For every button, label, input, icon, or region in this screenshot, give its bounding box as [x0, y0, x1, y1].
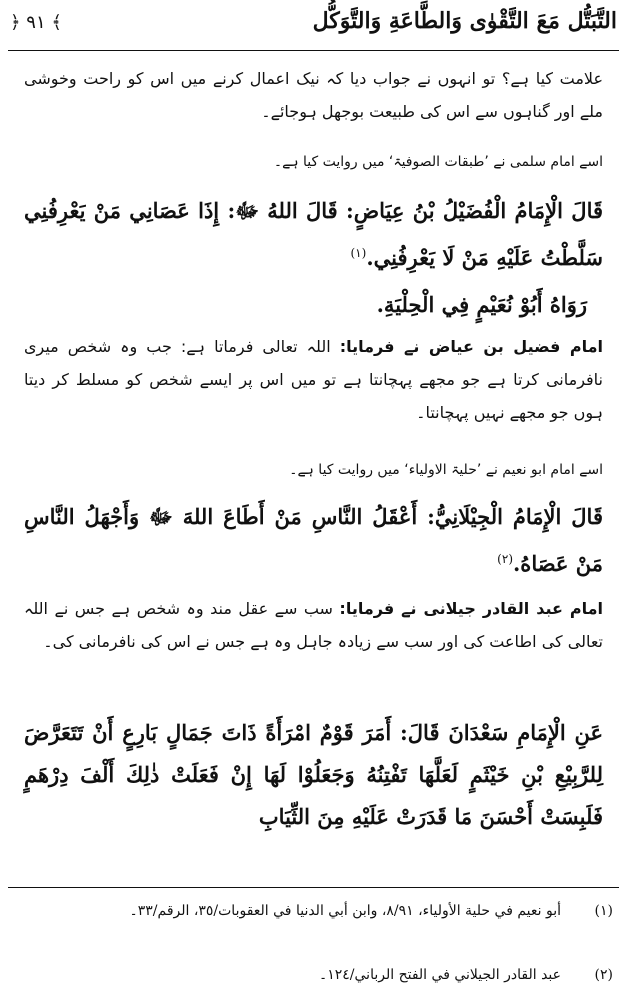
arabic-quote-1: [24, 190, 603, 279]
arabic-quote-2-text: أَعْقَلُ النَّاسِ مَنْ أَطَاعَ اللهَ ﷻ وَأَجْهَلُ النَّاسِ مَنْ عَصَاهُ.: [24, 504, 603, 576]
arabic-quote-2: [24, 496, 603, 585]
footnote-2-text: عبد القادر الجيلاني في الفتح الرباني/١٢٤۔: [319, 967, 561, 983]
urdu-paragraph-1: علامت کیا ہے؟ تو انہوں نے جواب دیا کہ نیک اعمال کرنے میں اس کو راحت وخوشی ملے اور گناہوں سے اس کی طبیعت بوجھل ہوجائے۔: [24, 69, 603, 121]
footnote-2: [14, 960, 613, 990]
urdu-translation-2-text: سب سے عقل مند وہ شخص ہے جس نے اللہ تعالی کی اطاعت کی اور سب سے زیادہ جاہل وہ ہے جس نے اس کی نافرمانی کی۔: [24, 599, 603, 651]
arabic-quote-3-text: أَمَرَ قَوْمٌ امْرَأَةً ذَاتَ جَمَالٍ بَارِعٍ أَنْ تَتَعَرَّضَ لِلرَّبِيْعِ بْنِ خَيْثَمٍ لَعَلَّهَا تَفْتِنُهُ وَجَعَلُوْا لَهَا إِنْ فَعَلَتْ ذٰلِكَ أَلْفَ دِرْهَمٍ فَلَبِسَتْ أَحْسَنَ مَا قَدَرَتْ عَلَيْهِ مِنَ الثِّيَابِ: [24, 720, 603, 829]
urdu-citation-2: اسے امام ابو نعیم نے ’حلیۃ الاولیاء‘ میں روایت کیا ہے۔: [289, 462, 603, 478]
arabic-quote-3: [24, 712, 603, 838]
footnote-marker-1: (١): [350, 246, 367, 260]
arabic-quote-1-speaker: قَالَ الْإِمَامُ الْفُضَيْلُ بْنُ عِيَاضٍ:: [346, 198, 604, 223]
arabic-quote-2-speaker: قَالَ الْإِمَامُ الْجِيْلَانِيُّ:: [427, 504, 603, 529]
footnote-2-number: (٢): [594, 967, 613, 983]
urdu-citation-1: اسے امام سلمی نے ’طبقات الصوفیۃ‘ میں روایت کیا ہے۔: [273, 154, 603, 170]
header-divider: [8, 50, 619, 51]
arabic-quote-3-speaker: عَنِ الْإِمَامِ سَعْدَانَ قَالَ:: [400, 720, 604, 745]
urdu-translation-2-speaker: امام عبد القادر جیلانی نے فرمایا:: [339, 599, 603, 618]
urdu-translation-1-text: اللہ تعالی فرماتا ہے: جب وہ شخص میری نافرمانی کرتا ہے جو مجھے پہچانتا ہے تو میں اس پر ایسے شخص کو مسلط کر دیتا ہوں جو مجھے نہیں پہچانتا۔: [24, 337, 603, 422]
urdu-translation-2: [24, 592, 603, 658]
footnote-divider: [8, 887, 619, 888]
running-header: [8, 6, 619, 50]
arabic-source-1: رَوَاهُ أَبُوْ نُعَيْمٍ فِي الْحِلْيَةِ.: [376, 292, 587, 317]
urdu-translation-1: [24, 330, 603, 429]
page-number: ﴿ ٩١ ﴾: [10, 12, 62, 33]
footnote-1-text: أبو نعيم في حلية الأولياء، ٨/٩١، وابن أبي الدنيا في العقوبات/٣٥، الرقم/٣٣۔: [129, 903, 561, 919]
arabic-quote-1-text: قَالَ اللهُ ﷻ: إِذَا عَصَانِي مَنْ يَعْرِفُنِي سَلَّطْتُ عَلَيْهِ مَنْ لَا يَعْرِفُنِي.: [24, 198, 603, 270]
footnote-1-number: (١): [594, 903, 613, 919]
header-title: التَّبَتُّل مَعَ التَّقْوٰى وَالطَّاعَةِ وَالتَّوَكُّل: [312, 8, 617, 34]
urdu-translation-1-speaker: امام فضیل بن عیاض نے فرمایا:: [339, 337, 604, 356]
footnote-marker-2: (٢): [497, 552, 513, 566]
footnote-1: [14, 896, 613, 926]
